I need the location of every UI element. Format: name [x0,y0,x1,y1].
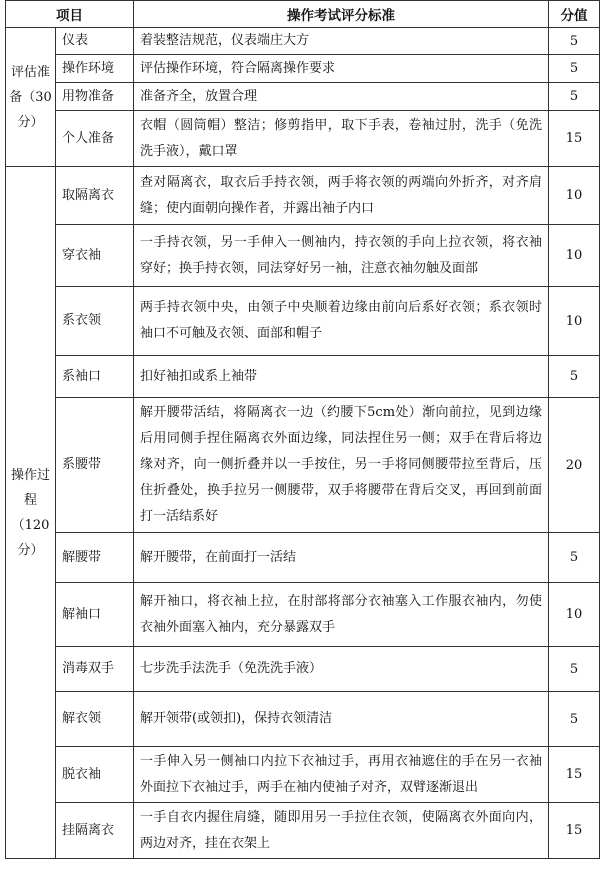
row-standard: 衣帽（圆筒帽）整洁；修剪指甲，取下手表，卷袖过肘，洗手（免洗洗手液），戴口罩 [134,111,549,167]
row-standard: 解开腰带活结，将隔离衣一边（约腰下5cm处）渐向前拉，见到边缘后用同侧手捏住隔离衣外面边缘，同法捏住另一侧；双手在背后将边缘对齐，向一侧折叠并以一手按住，另一手将同侧腰带拉至背后，压住折叠处，换手拉另一侧腰带，双手将腰带在背后交叉，再回到前面打一活结系好 [134,398,549,533]
row-item: 取隔离衣 [56,167,134,225]
row-score: 20 [549,398,600,533]
header-row [6,1,600,28]
row-standard: 解开腰带，在前面打一活结 [134,533,549,583]
header-score: 分值 [549,1,600,28]
row-score: 15 [549,111,600,167]
row-item: 个人准备 [56,111,134,167]
table-row [6,55,600,83]
section-label: 评估准备（30分） [6,28,56,167]
row-item: 仪表 [56,28,134,55]
row-standard: 两手持衣领中央，由领子中央顺着边缘由前向后系好衣领；系衣领时袖口不可触及衣领、面部和帽子 [134,287,549,356]
table-row [6,28,600,55]
row-item: 解袖口 [56,583,134,647]
table-row [6,111,600,167]
table-row [6,398,600,533]
row-standard: 评估操作环境，符合隔离操作要求 [134,55,549,83]
row-score: 5 [549,647,600,692]
row-standard: 查对隔离衣，取衣后手持衣领，两手将衣领的两端向外折齐，对齐肩缝；使内面朝向操作者，并露出袖子内口 [134,167,549,225]
section-label: 操作过程（120分） [6,167,56,859]
row-score: 10 [549,287,600,356]
row-standard: 七步洗手法洗手（免洗洗手液） [134,647,549,692]
row-item: 操作环境 [56,55,134,83]
row-standard: 着装整洁规范，仪表端庄大方 [134,28,549,55]
row-item: 用物准备 [56,83,134,111]
table-row [6,533,600,583]
table-row [6,747,600,803]
row-item: 挂隔离衣 [56,803,134,859]
row-item: 系袖口 [56,356,134,398]
row-score: 5 [549,83,600,111]
row-score: 5 [549,533,600,583]
row-item: 解腰带 [56,533,134,583]
table-row [6,83,600,111]
row-score: 5 [549,692,600,747]
table-row [6,356,600,398]
table-row [6,167,600,225]
row-standard: 一手伸入另一侧袖口内拉下衣袖过手，再用衣袖遮住的手在另一衣袖外面拉下衣袖过手，两手在袖内使袖子对齐，双臂逐渐退出 [134,747,549,803]
row-score: 10 [549,583,600,647]
table-row [6,803,600,859]
row-score: 5 [549,356,600,398]
row-standard: 解开袖口，将衣袖上拉，在肘部将部分衣袖塞入工作服衣袖内，勿使衣袖外面塞入袖内，充分暴露双手 [134,583,549,647]
row-standard: 准备齐全，放置合理 [134,83,549,111]
scoring-table [5,0,600,859]
row-standard: 一手自衣内握住肩缝，随即用另一手拉住衣领，使隔离衣外面向内，两边对齐，挂在衣架上 [134,803,549,859]
row-score: 5 [549,55,600,83]
row-item: 消毒双手 [56,647,134,692]
row-score: 15 [549,747,600,803]
row-standard: 一手持衣领，另一手伸入一侧袖内，持衣领的手向上拉衣领，将衣袖穿好；换手持衣领，同法穿好另一袖，注意衣袖勿触及面部 [134,225,549,287]
row-item: 穿衣袖 [56,225,134,287]
header-item: 项目 [6,1,134,28]
table-row [6,647,600,692]
row-item: 系腰带 [56,398,134,533]
table-row [6,287,600,356]
row-score: 10 [549,167,600,225]
table-row [6,225,600,287]
table-row [6,583,600,647]
row-score: 10 [549,225,600,287]
row-standard: 扣好袖扣或系上袖带 [134,356,549,398]
row-standard: 解开领带(或领扣)，保持衣领清洁 [134,692,549,747]
header-standard: 操作考试评分标准 [134,1,549,28]
row-score: 15 [549,803,600,859]
row-score: 5 [549,28,600,55]
row-item: 系衣领 [56,287,134,356]
row-item: 脱衣袖 [56,747,134,803]
table-row [6,692,600,747]
row-item: 解衣领 [56,692,134,747]
